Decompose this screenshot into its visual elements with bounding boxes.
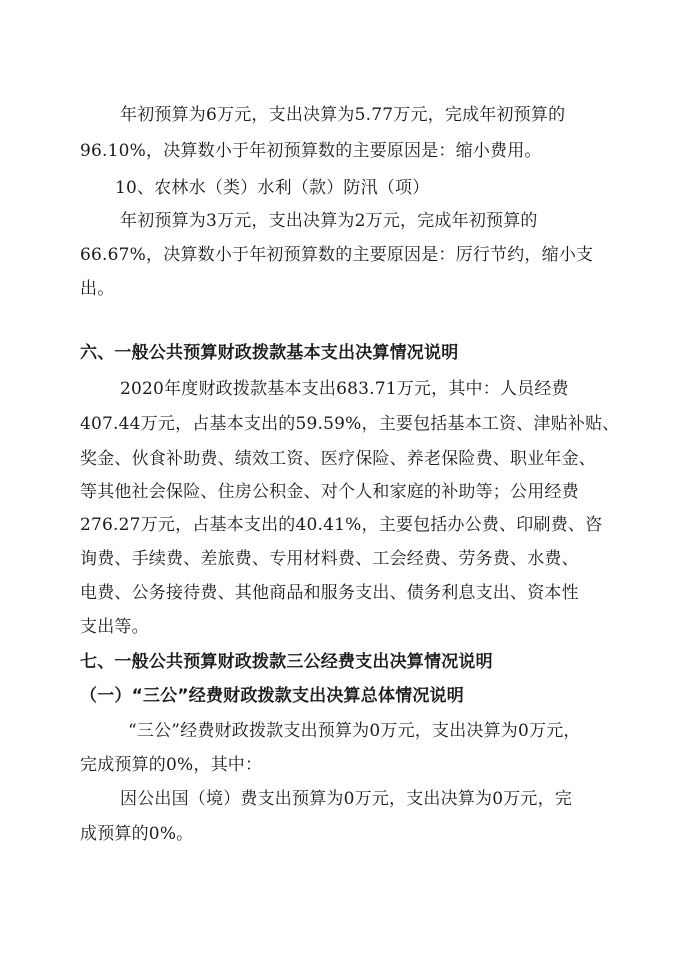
paragraph-line: 成预算的0%。 <box>80 824 194 844</box>
paragraph-line: 因公出国（境）费支出预算为0万元，支出决算为0万元，完 <box>120 789 573 809</box>
paragraph-line: 407.44万元，占基本支出的59.59%，主要包括基本工资、津贴补贴、 <box>80 414 620 434</box>
paragraph-line: 276.27万元，占基本支出的40.41%，主要包括办公费、印刷费、咨 <box>80 515 603 535</box>
paragraph-line: 电费、公务接待费、其他商品和服务支出、债务利息支出、资本性 <box>80 583 579 603</box>
subsection-heading: （一）“三公”经费财政拨款支出决算总体情况说明 <box>80 686 464 706</box>
paragraph-line: 询费、手续费、差旅费、专用材料费、工会经费、劳务费、水费、 <box>80 549 579 569</box>
paragraph-line: 年初预算为3万元，支出决算为2万元，完成年初预算的 <box>120 211 538 231</box>
paragraph-line: 等其他社会保险、住房公积金、对个人和家庭的补助等；公用经费 <box>80 482 579 502</box>
paragraph-line: “三公”经费财政拨款支出预算为0万元，支出决算为0万元， <box>128 721 581 741</box>
paragraph-line: 支出等。 <box>80 617 149 637</box>
paragraph-line: 奖金、伙食补助费、绩效工资、医疗保险、养老保险费、职业年金、 <box>80 449 596 469</box>
paragraph-line: 2020年度财政拨款基本支出683.71万元，其中：人员经费 <box>120 379 569 399</box>
paragraph-line: 66.67%，决算数小于年初预算数的主要原因是：厉行节约，缩小支 <box>80 245 594 265</box>
item-heading: 10、农林水（类）水利（款）防汛（项） <box>115 178 430 198</box>
section-heading-seven: 七、一般公共预算财政拨款三公经费支出决算情况说明 <box>80 652 493 672</box>
paragraph-line: 年初预算为6万元，支出决算为5.77万元，完成年初预算的 <box>120 105 566 125</box>
paragraph-line: 96.10%，决算数小于年初预算数的主要原因是：缩小费用。 <box>80 141 542 161</box>
paragraph-line: 出。 <box>80 279 115 299</box>
paragraph-line: 完成预算的0%，其中： <box>80 755 263 775</box>
section-heading-six: 六、一般公共预算财政拨款基本支出决算情况说明 <box>80 343 459 363</box>
